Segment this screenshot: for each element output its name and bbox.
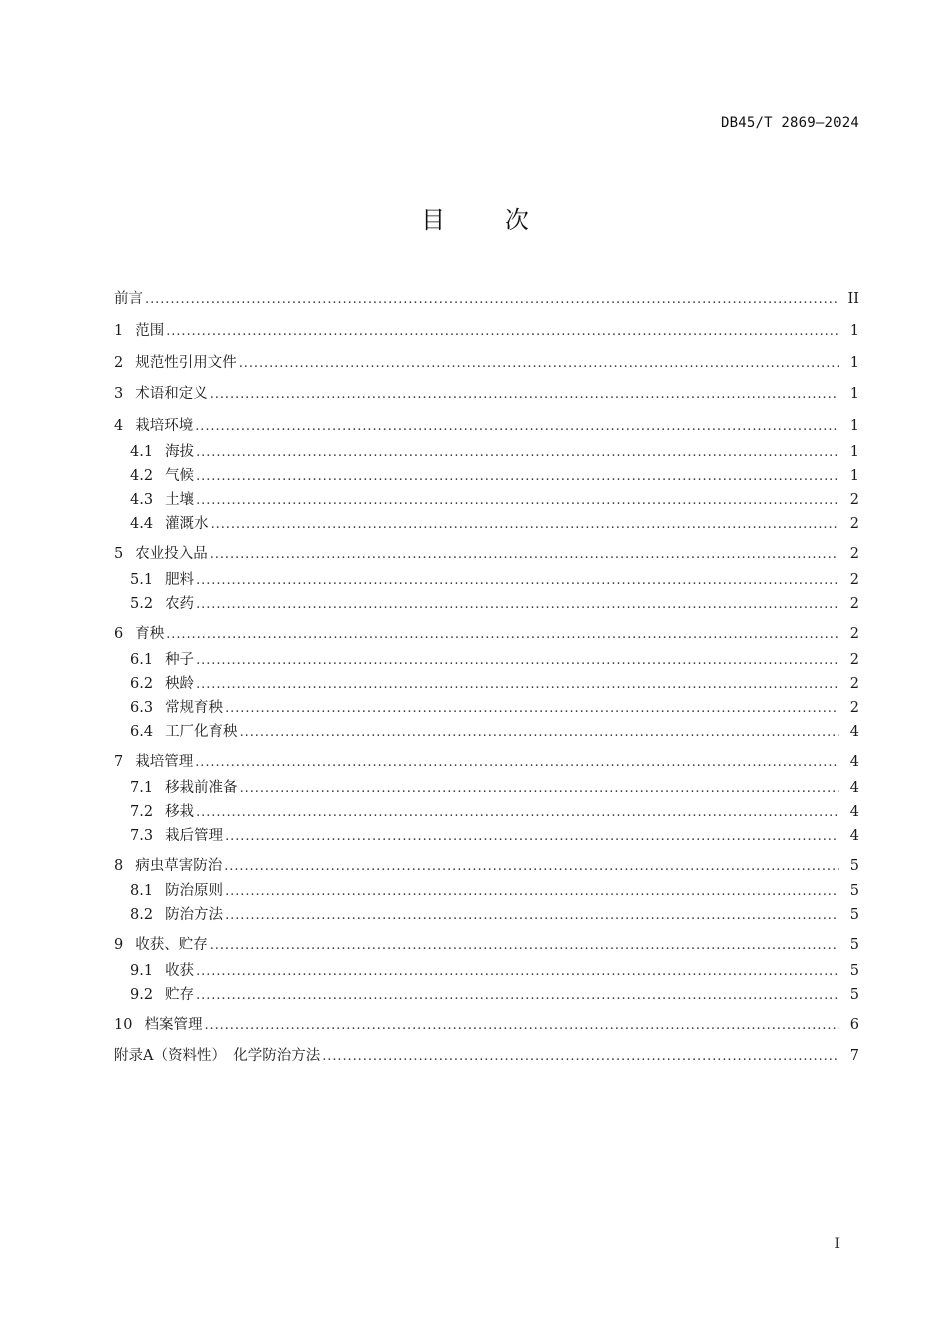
toc-entry-label: 气候 bbox=[165, 468, 195, 484]
toc-entry-number: 8 bbox=[114, 858, 124, 874]
toc-entry-number: 5.1 bbox=[130, 572, 154, 588]
toc-entry-number: 7 bbox=[114, 754, 124, 770]
toc-dot-leader bbox=[225, 698, 839, 720]
toc-dot-leader bbox=[239, 353, 839, 375]
toc-entry-number: 1 bbox=[114, 323, 124, 339]
toc-dot-leader bbox=[196, 985, 839, 1007]
toc-entry-page: 1 bbox=[849, 355, 859, 371]
toc-entry-page: 4 bbox=[849, 780, 859, 796]
toc-entry[interactable] bbox=[114, 1045, 859, 1067]
toc-entry-label: 范围 bbox=[135, 323, 165, 339]
toc-entry-number: 2 bbox=[114, 355, 124, 371]
toc-entry-number: 4.4 bbox=[130, 516, 154, 532]
toc-entry[interactable] bbox=[114, 1014, 859, 1036]
toc-entry-page: 4 bbox=[849, 754, 859, 770]
toc-entry-label: 灌溉水 bbox=[165, 516, 209, 532]
toc-entry-page: 2 bbox=[849, 596, 859, 612]
toc-dot-leader bbox=[166, 321, 839, 343]
title-char-2: 次 bbox=[504, 206, 529, 234]
toc-entry-page: II bbox=[847, 291, 859, 307]
toc-entry-label: 栽后管理 bbox=[165, 828, 224, 844]
toc-entry[interactable] bbox=[114, 320, 859, 342]
toc-entry-number: 6.4 bbox=[130, 724, 154, 740]
page-number: I bbox=[834, 1236, 840, 1252]
toc-entry-page: 2 bbox=[849, 676, 859, 692]
toc-entry-page: 4 bbox=[849, 828, 859, 844]
toc-entry-number: 9.1 bbox=[130, 963, 154, 979]
toc-entry-number: 9 bbox=[114, 937, 124, 953]
toc-entry-page: 1 bbox=[849, 444, 859, 460]
toc-entry[interactable] bbox=[114, 543, 859, 565]
toc-entry[interactable] bbox=[130, 513, 859, 535]
toc-entry-page: 1 bbox=[849, 386, 859, 402]
toc-entry-page: 7 bbox=[849, 1048, 859, 1064]
toc-entry-label: 防治方法 bbox=[165, 907, 224, 923]
toc-entry-page: 2 bbox=[849, 572, 859, 588]
toc-entry-number: 7.1 bbox=[130, 780, 154, 796]
toc-entry[interactable] bbox=[130, 489, 859, 511]
toc-entry-page: 4 bbox=[849, 804, 859, 820]
toc-entry[interactable] bbox=[114, 288, 859, 310]
toc-entry-page: 5 bbox=[849, 963, 859, 979]
toc-entry-label: 海拔 bbox=[165, 444, 195, 460]
toc-dot-leader bbox=[196, 674, 839, 696]
toc-entry-page: 1 bbox=[849, 468, 859, 484]
toc-entry[interactable] bbox=[130, 984, 859, 1006]
toc-dot-leader bbox=[322, 1046, 839, 1068]
toc-entry-label: 贮存 bbox=[165, 987, 195, 1003]
toc-dot-leader bbox=[195, 416, 839, 438]
toc-entry[interactable] bbox=[114, 415, 859, 437]
toc-entry-label: 常规育秧 bbox=[165, 700, 224, 716]
toc-dot-leader bbox=[196, 650, 839, 672]
toc-dot-leader bbox=[224, 856, 839, 878]
page-title bbox=[0, 200, 950, 235]
toc-dot-leader bbox=[196, 466, 839, 488]
toc-entry[interactable] bbox=[114, 751, 859, 773]
toc-entry-label: 档案管理 bbox=[144, 1017, 203, 1033]
toc-dot-leader bbox=[225, 905, 839, 927]
toc-entry-number: 7.2 bbox=[130, 804, 154, 820]
toc-entry-number: 10 bbox=[114, 1017, 133, 1033]
toc-entry-number: 6.2 bbox=[130, 676, 154, 692]
toc-entry-label: 肥料 bbox=[165, 572, 195, 588]
toc-entry-page: 4 bbox=[849, 724, 859, 740]
toc-entry-page: 5 bbox=[849, 858, 859, 874]
toc-entry-page: 2 bbox=[849, 516, 859, 532]
toc-entry-label: 附录A（资料性） 化学防治方法 bbox=[114, 1048, 321, 1064]
toc-entry-number: 6.3 bbox=[130, 700, 154, 716]
toc-entry[interactable] bbox=[130, 721, 859, 743]
toc-dot-leader bbox=[240, 778, 839, 800]
toc-entry-number: 5 bbox=[114, 546, 124, 562]
title-char-1: 目 bbox=[421, 206, 446, 234]
toc-entry[interactable] bbox=[130, 697, 859, 719]
toc-entry-label: 前言 bbox=[114, 291, 143, 307]
toc-entry-label: 防治原则 bbox=[165, 883, 224, 899]
toc-entry-label: 移栽前准备 bbox=[165, 780, 238, 796]
toc-entry-label: 秧龄 bbox=[165, 676, 195, 692]
toc-dot-leader bbox=[196, 442, 839, 464]
toc-entry-number: 6.1 bbox=[130, 652, 154, 668]
toc-entry-label: 育秧 bbox=[135, 626, 165, 642]
toc-entry[interactable] bbox=[130, 825, 859, 847]
toc-entry[interactable] bbox=[130, 960, 859, 982]
toc-dot-leader bbox=[210, 935, 839, 957]
toc-entry[interactable] bbox=[130, 673, 859, 695]
toc-entry[interactable] bbox=[130, 465, 859, 487]
toc-dot-leader bbox=[211, 514, 839, 536]
toc-dot-leader bbox=[196, 961, 839, 983]
toc-entry-label: 栽培管理 bbox=[135, 754, 194, 770]
toc-entry-label: 土壤 bbox=[165, 492, 195, 508]
toc-dot-leader bbox=[210, 384, 839, 406]
toc-dot-leader bbox=[145, 289, 839, 311]
toc-entry-label: 术语和定义 bbox=[135, 386, 208, 402]
toc-entry[interactable] bbox=[130, 441, 859, 463]
document-code: DB45/T 2869—2024 bbox=[720, 115, 859, 131]
toc-entry-label: 病虫草害防治 bbox=[135, 858, 223, 874]
toc-dot-leader bbox=[204, 1015, 839, 1037]
toc-entry-label: 收获、贮存 bbox=[135, 937, 208, 953]
toc-dot-leader bbox=[196, 490, 839, 512]
toc-dot-leader bbox=[240, 722, 839, 744]
toc-entry-page: 2 bbox=[849, 492, 859, 508]
toc-entry-label: 种子 bbox=[165, 652, 195, 668]
toc-entry-number: 4 bbox=[114, 418, 124, 434]
toc-dot-leader bbox=[195, 752, 839, 774]
toc-entry[interactable] bbox=[114, 352, 859, 374]
toc-entry-number: 6 bbox=[114, 626, 124, 642]
toc-entry-number: 7.3 bbox=[130, 828, 154, 844]
toc-entry-label: 栽培环境 bbox=[135, 418, 194, 434]
toc-entry[interactable] bbox=[130, 649, 859, 671]
toc-entry-label: 收获 bbox=[165, 963, 195, 979]
toc-entry-number: 4.3 bbox=[130, 492, 154, 508]
toc-entry[interactable] bbox=[130, 593, 859, 615]
toc-entry-label: 工厂化育秧 bbox=[165, 724, 238, 740]
toc-dot-leader bbox=[210, 544, 839, 566]
toc-entry[interactable] bbox=[114, 383, 859, 405]
toc-entry-page: 6 bbox=[849, 1017, 859, 1033]
toc-entry-page: 1 bbox=[849, 418, 859, 434]
toc-entry-page: 5 bbox=[849, 937, 859, 953]
toc-entry-label: 农药 bbox=[165, 596, 195, 612]
toc-entry[interactable] bbox=[114, 623, 859, 645]
toc-entry[interactable] bbox=[130, 777, 859, 799]
toc-entry-page: 2 bbox=[849, 626, 859, 642]
toc-entry-label: 规范性引用文件 bbox=[135, 355, 237, 371]
toc-dot-leader bbox=[225, 881, 839, 903]
toc-entry-number: 3 bbox=[114, 386, 124, 402]
toc-entry-number: 8.2 bbox=[130, 907, 154, 923]
toc-entry-page: 5 bbox=[849, 907, 859, 923]
toc-entry[interactable] bbox=[130, 880, 859, 902]
toc-entry-number: 9.2 bbox=[130, 987, 154, 1003]
toc-entry-number: 8.1 bbox=[130, 883, 154, 899]
toc-entry[interactable] bbox=[130, 904, 859, 926]
toc-entry-page: 2 bbox=[849, 652, 859, 668]
toc-entry-page: 5 bbox=[849, 883, 859, 899]
toc-dot-leader bbox=[166, 624, 839, 646]
toc-entry[interactable] bbox=[130, 801, 859, 823]
toc-dot-leader bbox=[196, 570, 839, 592]
toc-entry-number: 4.2 bbox=[130, 468, 154, 484]
toc-dot-leader bbox=[196, 594, 839, 616]
toc-entry-page: 5 bbox=[849, 987, 859, 1003]
toc-entry[interactable] bbox=[130, 569, 859, 591]
toc-dot-leader bbox=[225, 826, 839, 848]
toc-entry-number: 5.2 bbox=[130, 596, 154, 612]
toc-entry-page: 1 bbox=[849, 323, 859, 339]
toc-entry-number: 4.1 bbox=[130, 444, 154, 460]
toc-entry[interactable] bbox=[114, 855, 859, 877]
toc-dot-leader bbox=[196, 802, 839, 824]
toc-entry[interactable] bbox=[114, 934, 859, 956]
toc-entry-label: 移栽 bbox=[165, 804, 195, 820]
toc-entry-page: 2 bbox=[849, 546, 859, 562]
toc-entry-label: 农业投入品 bbox=[135, 546, 208, 562]
toc-entry-page: 2 bbox=[849, 700, 859, 716]
